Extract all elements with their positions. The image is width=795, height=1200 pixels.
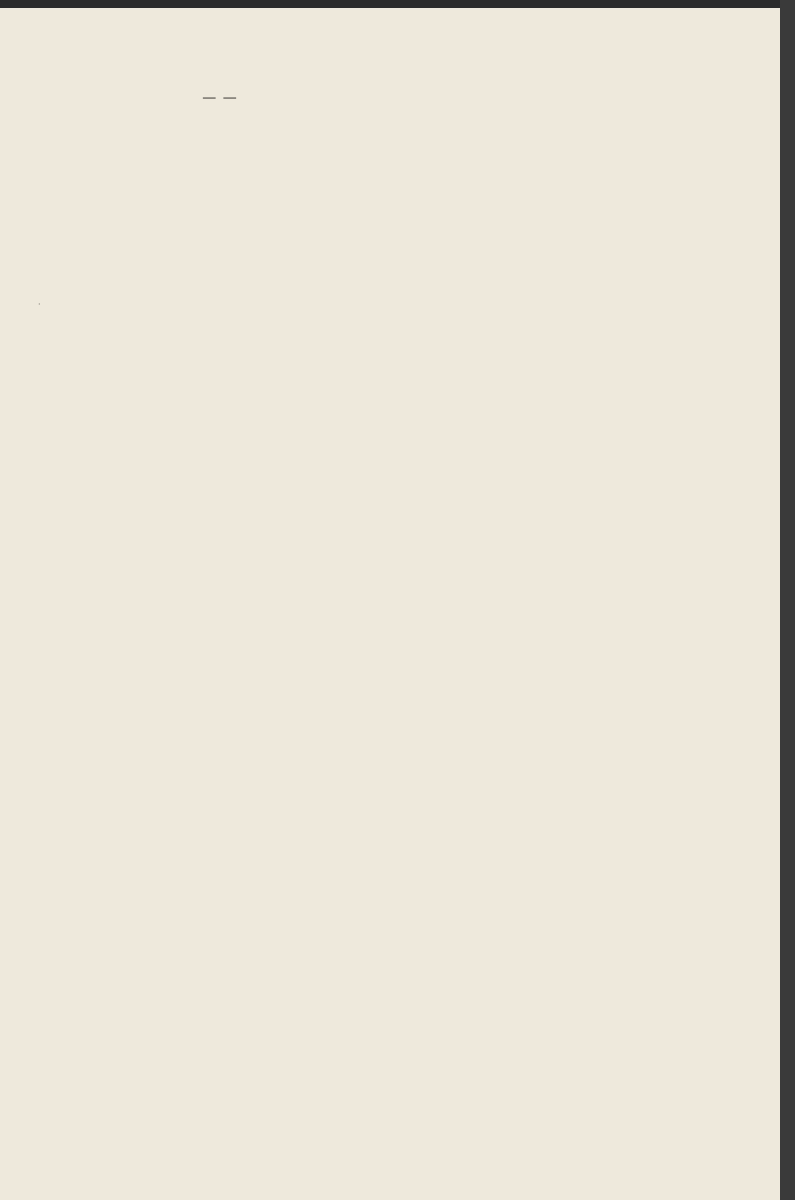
document-page xyxy=(0,8,780,1200)
scan-top-border xyxy=(0,0,795,8)
stray-mark: · xyxy=(38,300,41,309)
page-number: — — xyxy=(202,90,238,106)
scan-right-edge xyxy=(780,0,795,1200)
